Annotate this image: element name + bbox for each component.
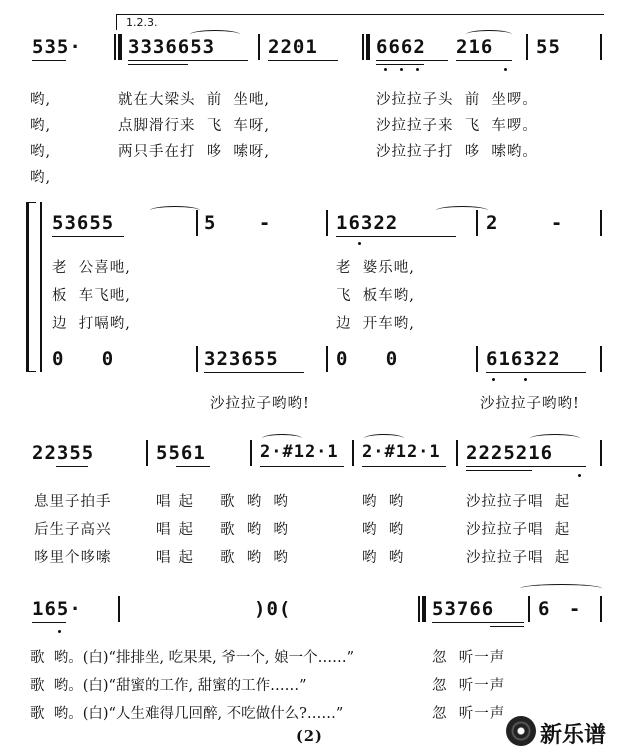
lyric-2-2b: 飞 板车哟,	[336, 288, 415, 304]
lower-lyric-1: 沙拉拉子哟哟!	[210, 396, 310, 412]
lyric-3-3e: 沙拉拉子唱 起	[466, 550, 571, 566]
volta-label: 1.2.3.	[126, 16, 158, 29]
lyric-1-3c: 沙拉拉子打 哆 嗦哟。	[376, 144, 538, 160]
vinyl-record-icon	[506, 716, 536, 746]
measure-2-lower-2: 323655	[204, 348, 279, 370]
lyric-4-1b: 忽 听一声	[432, 650, 506, 666]
lyric-3-3b: 唱起	[156, 550, 201, 566]
beam	[466, 466, 586, 467]
slur	[530, 434, 580, 443]
barline	[118, 596, 120, 622]
lyric-1-3b: 两只手在打 哆 嗦呀,	[118, 144, 271, 160]
lyric-1-2c: 沙拉拉子来 飞 车啰。	[376, 118, 538, 134]
measure-4-3: 53766	[432, 598, 495, 620]
lyric-3-2a: 后生子高兴	[34, 522, 112, 538]
beam	[456, 60, 512, 61]
measure-1-4: 6662	[376, 36, 426, 58]
barline	[600, 34, 602, 60]
lyric-3-2b: 唱起	[156, 522, 201, 538]
measure-3-1: 22355	[32, 442, 95, 464]
lyric-2-1a: 老 公喜吔,	[52, 260, 131, 276]
repeat-start-thick	[118, 34, 122, 60]
lyric-2-3b: 边 开车哟,	[336, 316, 415, 332]
slur	[150, 206, 200, 215]
tie	[520, 584, 602, 593]
lyric-2-3a: 边 打嗝哟,	[52, 316, 131, 332]
barline	[526, 34, 528, 60]
lyric-1-4a: 哟,	[30, 170, 52, 186]
lyric-3-2e: 沙拉拉子唱 起	[466, 522, 571, 538]
beam	[362, 466, 446, 467]
octave-dot	[524, 378, 527, 381]
measure-1-1: 535·	[32, 36, 82, 58]
octave-dot	[492, 378, 495, 381]
lyric-3-1c: 歌 哟 哟	[220, 494, 289, 510]
volta-line	[116, 14, 604, 15]
octave-dot	[504, 68, 507, 71]
beam	[204, 372, 304, 373]
repeat-thick	[422, 596, 426, 622]
slur	[436, 206, 488, 215]
beam	[432, 622, 524, 623]
measure-3-2: 5561	[156, 442, 206, 464]
barline	[600, 440, 602, 466]
lyric-1-1a: 哟,	[30, 92, 52, 108]
page-number: (2)	[296, 728, 323, 745]
lyric-3-2d: 哟 哟	[362, 522, 405, 538]
lyric-1-2a: 哟,	[30, 118, 52, 134]
beam	[490, 626, 524, 627]
lyric-1-3a: 哟,	[30, 144, 52, 160]
lyric-1-1b: 就在大梁头 前 坐吔,	[118, 92, 271, 108]
beam	[128, 60, 248, 61]
lyric-4-3b: 忽 听一声	[432, 706, 506, 722]
beam	[56, 466, 88, 467]
measure-4-4: 6 -	[538, 598, 582, 620]
beam	[32, 60, 66, 61]
lyric-2-2a: 板 车飞吔,	[52, 288, 131, 304]
barline	[418, 596, 420, 622]
lyric-1-2b: 点脚滑行来 飞 车呀,	[118, 118, 271, 134]
barline	[258, 34, 260, 60]
brace-top	[26, 202, 36, 203]
barline	[600, 346, 602, 372]
beam	[32, 622, 66, 623]
barline	[476, 346, 478, 372]
measure-3-4: 2·#12·1	[362, 442, 441, 462]
beam	[486, 372, 586, 373]
lyric-4-2b: 忽 听一声	[432, 678, 506, 694]
measure-4-2: )0(	[254, 598, 292, 620]
lyric-3-3c: 歌 哟 哟	[220, 550, 289, 566]
barline	[114, 34, 116, 60]
octave-dot	[358, 242, 361, 245]
measure-1-6: 55	[536, 36, 561, 58]
octave-dot	[384, 68, 387, 71]
lyric-3-1a: 息里子拍手	[34, 494, 112, 510]
slur	[262, 434, 302, 443]
octave-dot	[400, 68, 403, 71]
measure-3-3: 2·#12·1	[260, 442, 339, 462]
barline	[146, 440, 148, 466]
slur	[466, 30, 512, 39]
barline	[250, 440, 252, 466]
beam	[376, 60, 448, 61]
slur	[364, 434, 404, 443]
measure-2-lower-4: 616322	[486, 348, 561, 370]
lyric-4-3a: 歌 哟。(白)“人生难得几回醉, 不吃做什么?……”	[30, 706, 344, 722]
beam	[128, 64, 188, 65]
slur	[190, 30, 240, 39]
beam	[52, 236, 124, 237]
measure-2-lower-3: 0 0	[336, 348, 399, 370]
site-logo-text: 新乐谱	[540, 723, 607, 748]
beam	[466, 470, 532, 471]
brace-line	[26, 202, 29, 372]
barline	[326, 210, 328, 236]
octave-dot	[578, 474, 581, 477]
brace-bottom	[26, 371, 36, 372]
lyric-2-1b: 老 婆乐吔,	[336, 260, 415, 276]
beam	[176, 466, 210, 467]
beam	[260, 466, 344, 467]
measure-1-3: 2201	[268, 36, 318, 58]
repeat-thick	[366, 34, 370, 60]
barline	[352, 440, 354, 466]
system-barline	[40, 202, 42, 372]
volta-left	[116, 14, 117, 30]
lyric-3-3a: 哆里个哆嗦	[34, 550, 112, 566]
lyric-1-1c: 沙拉拉子头 前 坐啰。	[376, 92, 538, 108]
measure-3-5: 2225216	[466, 442, 554, 464]
barline	[326, 346, 328, 372]
lyric-3-1e: 沙拉拉子唱 起	[466, 494, 571, 510]
measure-2-lower-1: 0 0	[52, 348, 115, 370]
measure-2-4: 2 -	[486, 212, 564, 234]
barline	[528, 596, 530, 622]
lyric-3-1d: 哟 哟	[362, 494, 405, 510]
octave-dot	[58, 630, 61, 633]
lyric-3-3d: 哟 哟	[362, 550, 405, 566]
measure-2-2: 5 -	[204, 212, 272, 234]
lyric-4-1a: 歌 哟。(白)“排排坐, 吃果果, 爷一个, 娘一个……”	[30, 650, 355, 666]
measure-2-1: 53655	[52, 212, 115, 234]
lyric-3-1b: 唱起	[156, 494, 201, 510]
barline	[196, 346, 198, 372]
measure-1-5: 216	[456, 36, 494, 58]
barline	[456, 440, 458, 466]
octave-dot	[416, 68, 419, 71]
beam	[376, 64, 424, 65]
beam	[336, 236, 456, 237]
measure-1-2: 3336653	[128, 36, 216, 58]
beam	[268, 60, 338, 61]
barline	[600, 210, 602, 236]
measure-4-1: 165·	[32, 598, 82, 620]
lower-lyric-2: 沙拉拉子哟哟!	[480, 396, 580, 412]
barline	[600, 596, 602, 622]
lyric-3-2c: 歌 哟 哟	[220, 522, 289, 538]
lyric-4-2a: 歌 哟。(白)“甜蜜的工作, 甜蜜的工作……”	[30, 678, 307, 694]
barline	[362, 34, 364, 60]
measure-2-3: 16322	[336, 212, 399, 234]
